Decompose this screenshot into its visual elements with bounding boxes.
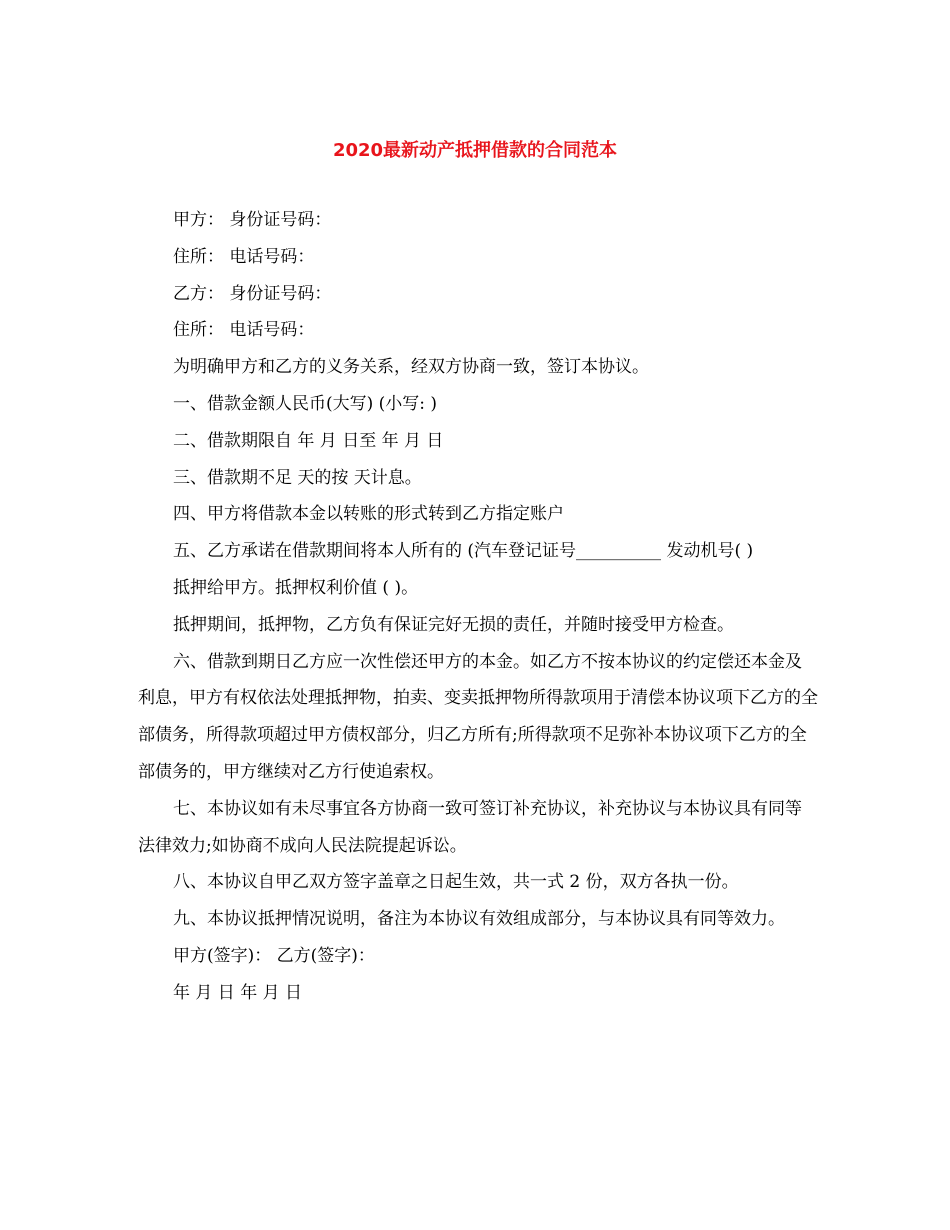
clause-6: 六、借款到期日乙方应一次性偿还甲方的本金。如乙方不按本协议的约定偿还本金及利息，甲方有权依法处理抵押物，拍卖、变卖抵押物所得款项用于清偿本协议项下乙方的全部债务，所得款项超过甲方债权部分，归乙方所有;所得款项不足弥补本协议项下乙方的全部债务的，甲方继续对乙方行使追索权。: [138, 651, 818, 782]
party-a-line: 甲方： 身份证号码：: [173, 210, 332, 230]
clause-2: 二、借款期限自 年 月 日至 年 月 日: [173, 430, 444, 451]
mortgage-period-line: 抵押期间，抵押物，乙方负有保证完好无损的责任，并随时接受甲方检查。: [173, 614, 734, 635]
agreement-purpose: 为明确甲方和乙方的义务关系，经双方协商一致，签订本协议。: [173, 357, 649, 378]
clause-7: 七、本协议如有未尽事宜各方协商一致可签订补充协议，补充协议与本协议具有同等法律效力;如协商不成向人民法院提起诉讼。: [138, 798, 802, 856]
clause-5: 五、乙方承诺在借款期间将本人所有的 (汽车登记证号__________ 发动机号( ): [173, 541, 754, 562]
document-body: [138, 202, 818, 1012]
document-title: 2020最新动产抵押借款的合同范本: [332, 140, 618, 161]
clause-1: 一、借款金额人民币(大写) (小写: ): [173, 393, 438, 414]
clause-9: 九、本协议抵押情况说明，备注为本协议有效组成部分，与本协议具有同等效力。: [173, 909, 785, 930]
clause-3: 三、借款期不足 天的按 天计息。: [173, 467, 422, 488]
party-b-line: 乙方： 身份证号码：: [173, 283, 332, 304]
date-line: 年 月 日 年 月 日: [173, 982, 303, 1003]
signature-line: 甲方(签字)： 乙方(签字)：: [173, 945, 375, 966]
clause-4: 四、甲方将借款本金以转账的形式转到乙方指定账户: [173, 504, 564, 525]
mortgage-value-line: 抵押给甲方。抵押权利价值 ( )。: [173, 577, 419, 598]
clause-8: 八、本协议自甲乙双方签字盖章之日起生效，共一式 2 份，双方各执一份。: [173, 872, 739, 893]
party-b-address-line: 住所： 电话号码：: [173, 320, 315, 341]
party-a-address-line: 住所： 电话号码：: [173, 246, 315, 267]
